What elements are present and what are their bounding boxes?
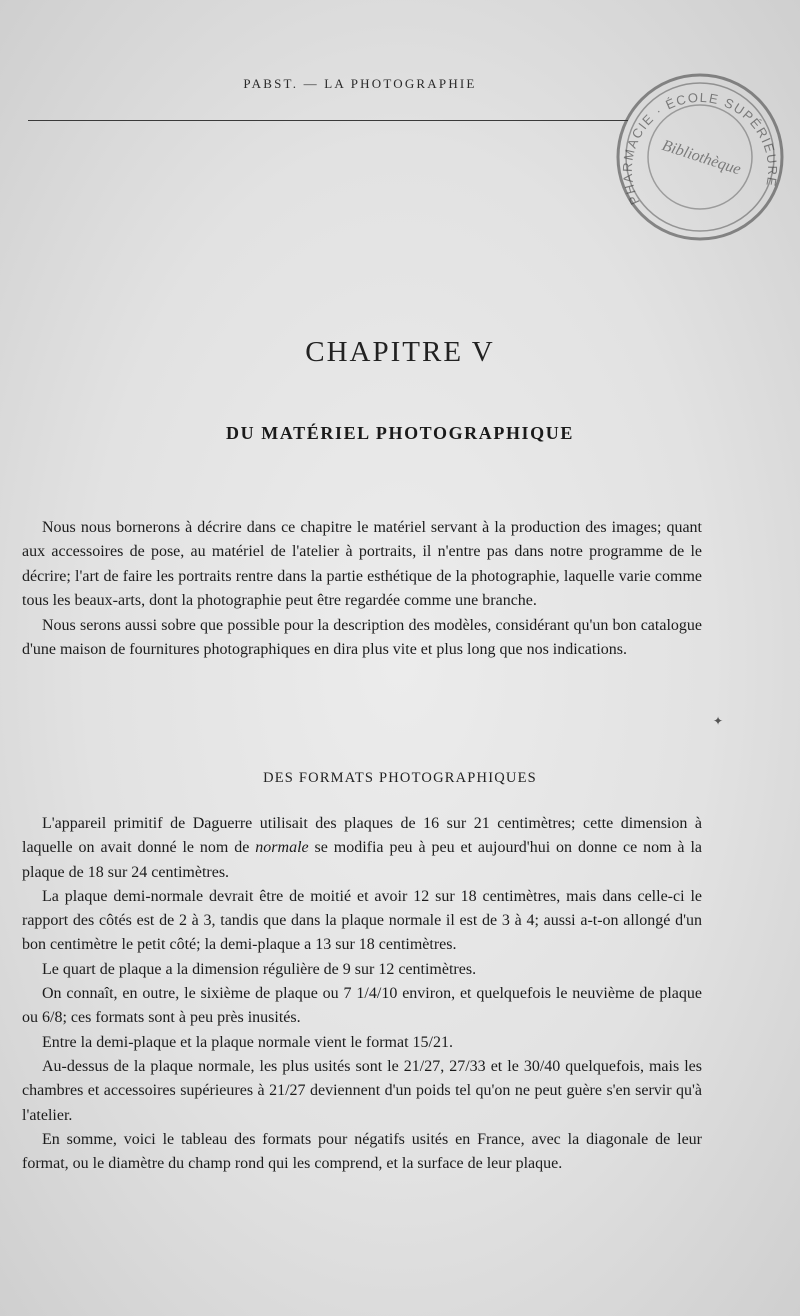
paragraph: Au-dessus de la plaque normale, les plus usités sont le 21/27, 27/33 et le 30/40 quelquefois, mais les chambres et accessoires supérieures à 21/27 deviennent d'un poids tel qu'on ne peut guère s'en servir qu'à l'atelier. <box>22 1057 702 1124</box>
section-title: DES FORMATS PHOTOGRAPHIQUES <box>263 770 537 786</box>
paragraph: En somme, voici le tableau des formats pour négatifs usités en France, avec la diagonale de leur format, ou le diamètre du champ rond qui les comprend, et la surface de leur plaque. <box>22 1130 702 1173</box>
header-rule <box>28 120 628 121</box>
paragraph: Nous serons aussi sobre que possible pour la description des modèles, considérant qu'un bon catalogue d'une maison de fournitures photographiques en dira plus vite et plus long que nos indications. <box>22 616 702 659</box>
paragraph: Entre la demi-plaque et la plaque normale vient le format 15/21. <box>42 1033 453 1051</box>
chapter-title: CHAPITRE V <box>305 336 495 368</box>
section-text <box>22 812 702 1176</box>
library-stamp <box>600 62 800 262</box>
intro-text <box>22 516 702 662</box>
stamp-center-text: Bibliothèque <box>659 137 743 179</box>
paragraph: Nous nous bornerons à décrire dans ce chapitre le matériel servant à la production des images; quant aux accessoires de pose, au matériel de l'atelier à portraits, il n'entre pas dans notre programme de le décrire; l'art de faire les portraits rentre dans la partie esthétique de la photographie, laquelle varie comme tous les beaux-arts, dont la photographie peut être regardée comme une branche. <box>22 519 702 610</box>
emphasis: normale <box>255 839 309 857</box>
margin-mark: ✦ <box>713 714 724 728</box>
running-head: PABST. — LA PHOTOGRAPHIE <box>243 76 477 91</box>
paragraph: Le quart de plaque a la dimension régulière de 9 sur 12 centimètres. <box>42 960 477 978</box>
stamp-outer-text: PHARMACIE · ÉCOLE SUPÉRIEURE <box>619 89 781 208</box>
paragraph: On connaît, en outre, le sixième de plaque ou 7 1/4/10 environ, et quelquefois le neuvième de plaque ou 6/8; ces formats sont à peu près inusités. <box>22 985 702 1027</box>
chapter-subtitle: DU MATÉRIEL PHOTOGRAPHIQUE <box>226 423 574 443</box>
paragraph: L'appareil primitif de Daguerre utilisait des plaques de 16 sur 21 centimètres; cette dimension à laquelle on avait donné le nom de normale se modifia peu à peu et aujourd'hui on donne ce nom à la plaque de 18 sur 24 centimètres. <box>22 815 702 881</box>
paragraph: La plaque demi-normale devrait être de moitié et avoir 12 sur 18 centimètres, mais dans celle-ci le rapport des côtés est de 2 à 3, tandis que dans la plaque normale il est de 3 à 4; aussi a-t-on allongé d'un bon centimètre le petit côté; la demi-plaque a 13 sur 18 centimètres. <box>22 887 702 954</box>
